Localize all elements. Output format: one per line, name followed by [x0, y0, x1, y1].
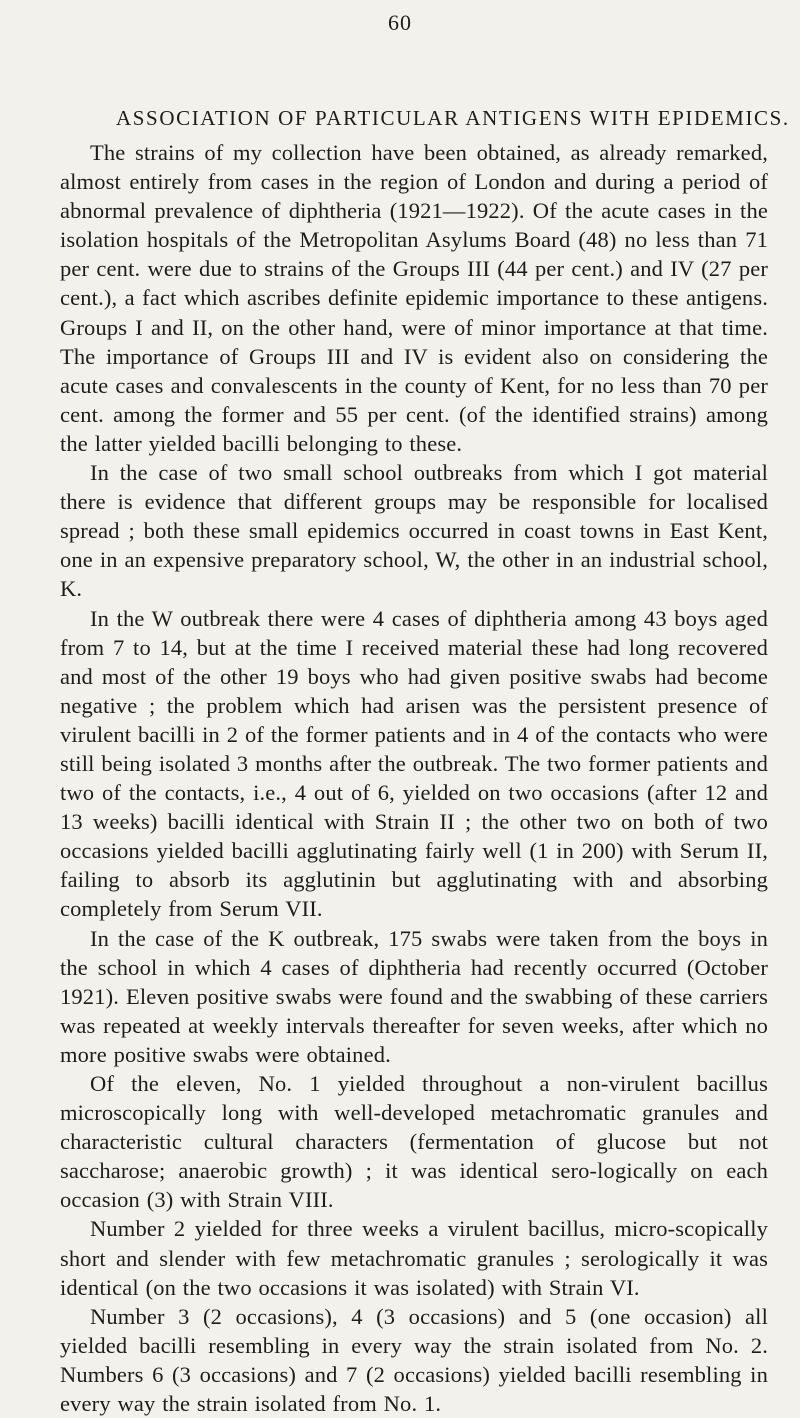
- paragraph-carrier-no-2: Number 2 yielded for three weeks a virulent bacillus, micro-scopically short and slender with few metachromatic granules ; serologically it was identical (on the two occasions it was isolated) with Strain VI.: [60, 1216, 768, 1300]
- paragraph-epidemic-strains: The strains of my collection have been obtained, as already remarked, almost entirely from cases in the region of London and during a period of abnormal prevalence of diphtheria (1921—1922). Of the acute cases in the isolation hospitals of the Metropolitan Asylums Board (48) no less than 71 per cent. were due to strains of the Groups III (44 per cent.) and IV (27 per cent.), a fact which ascribes definite epidemic importance to these antigens. Groups I and II, on the other hand, were of minor importance at that time. The importance of Groups III and IV is evident also on considering the acute cases and convalescents in the county of Kent, for no less than 70 per cent. among the former and 55 per cent. (of the identified strains) among the latter yielded bacilli belonging to these.: [60, 140, 768, 456]
- section-heading: ASSOCIATION OF PARTICULAR ANTIGENS WITH EPIDEMICS.: [116, 106, 790, 130]
- paragraph-carrier-no-1: Of the eleven, No. 1 yielded throughout a non-virulent bacillus microscopically long with well-developed metachromatic granules and characteristic cultural characters (fermentation of glucose but not saccharose; anaerobic growth) ; it was identical sero-logically on each occasion (3) with Strain VIII.: [60, 1071, 768, 1213]
- page-number: 60: [388, 10, 412, 35]
- paragraph-k-outbreak: In the case of the K outbreak, 175 swabs were taken from the boys in the school in which 4 cases of diphtheria had recently occurred (October 1921). Eleven positive swabs were found and the swabbing of these carriers was repeated at weekly intervals thereafter for seven weeks, after which no more positive swabs were obtained.: [60, 925, 768, 1067]
- paragraph-w-outbreak: In the W outbreak there were 4 cases of diphtheria among 43 boys aged from 7 to 14, but at the time I received material these had long recovered and most of the other 19 boys who had given positive swabs had become negative ; the problem which had arisen was the persistent presence of virulent bacilli in 2 of the former patients and in 4 of the contacts who were still being isolated 3 months after the outbreak. The two former patients and two of the contacts, i.e., 4 out of 6, yielded on two occasions (after 12 and 13 weeks) bacilli identical with Strain II ; the other two on both of two occasions yielded bacilli agglutinating fairly well (1 in 200) with Serum II, failing to absorb its agglutinin but agglutinating with and absorbing completely from Serum VII.: [60, 605, 768, 922]
- paragraph-carriers-3-to-7: Number 3 (2 occasions), 4 (3 occasions) and 5 (one occasion) all yielded bacilli resembling in every way the strain isolated from No. 2. Numbers 6 (3 occasions) and 7 (2 occasions) yielded bacilli resembling in every way the strain isolated from No. 1.: [60, 1303, 768, 1417]
- paragraph-school-outbreaks: In the case of two small school outbreaks from which I got material there is evidence that different groups may be responsible for localised spread ; both these small epidemics occurred in coast towns in East Kent, one in an expensive preparatory school, W, the other in an industrial school, K.: [60, 460, 768, 602]
- body-text: [60, 138, 768, 1418]
